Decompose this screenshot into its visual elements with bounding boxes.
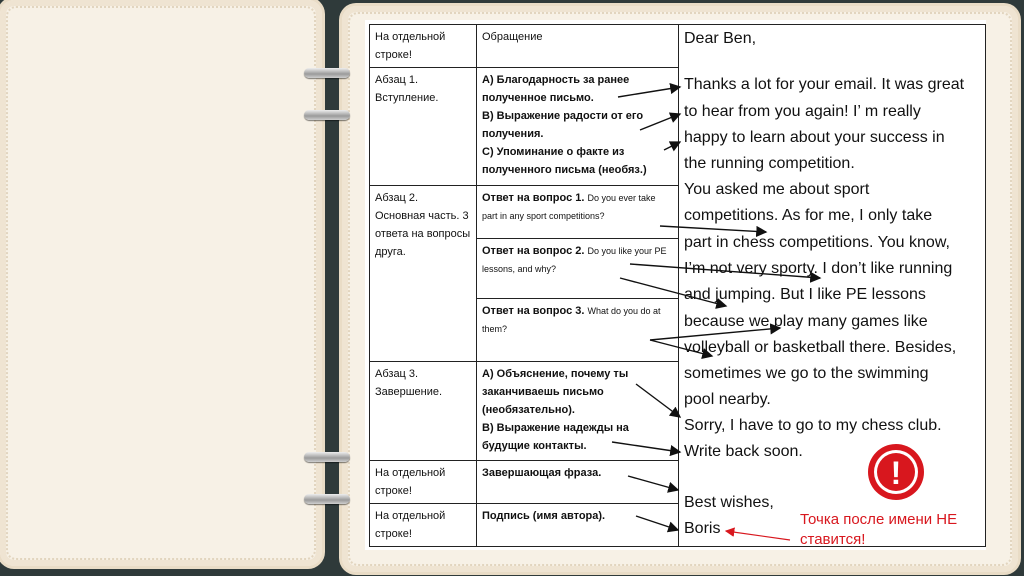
question-text: Do you like your PE lessons, and why? <box>482 246 667 274</box>
note-line: ставится! <box>800 531 866 548</box>
plan-item: В) Выражение надежды на будущие контакты. <box>482 422 629 452</box>
letter-line: Write back soon. <box>684 443 803 460</box>
paragraph-desc: Завершение. <box>375 386 443 398</box>
letter-line: Thanks a lot for your email. It was great <box>684 76 965 93</box>
plan-item: Подпись (имя автора). <box>477 504 679 547</box>
separate-line-cell: На отдельной строке! <box>370 504 477 547</box>
arrow <box>660 226 766 232</box>
letter-line: competitions. As for me, I only take <box>684 207 933 224</box>
letter-line: the running competition. <box>684 155 855 172</box>
note-line: Точка после имени НЕ <box>800 511 958 528</box>
letter-line: because we play many games like <box>684 313 928 330</box>
letter-line: volleyball or basketball there. Besides, <box>684 339 957 356</box>
arrow <box>636 384 680 417</box>
letter-line: happy to learn about your success in <box>684 129 945 146</box>
separate-line-cell: На отдельной строке! <box>370 461 477 504</box>
arrow <box>636 516 678 530</box>
arrow <box>650 328 780 340</box>
arrow <box>664 142 680 150</box>
header-cell: На отдельной строке! <box>370 25 477 68</box>
warning-icon <box>860 440 932 504</box>
arrow <box>630 264 820 278</box>
paragraph-label: Абзац 1. <box>375 74 419 86</box>
question-label: Ответ на вопрос 2. <box>482 245 585 257</box>
plan-item: С) Упоминание о факте из полученного письма (необяз.) <box>482 146 647 176</box>
plan-item: А) Благодарность за ранее полученное письмо. <box>482 74 630 104</box>
warning-glyph: ! <box>890 455 902 491</box>
letter-line: I’m not very sporty. I don’t like running <box>684 260 953 277</box>
arrow <box>628 476 678 490</box>
arrow <box>618 87 680 97</box>
letter-line: Sorry, I have to go to my chess club. <box>684 417 942 434</box>
letter-line: Best wishes, <box>684 494 774 511</box>
letter-line: Dear Ben, <box>684 30 757 47</box>
paragraph-desc: Основная часть. 3 ответа на вопросы друга. <box>375 210 471 258</box>
question-text: What do you do at them? <box>482 306 661 334</box>
letter-line: to hear from you again! I’ m really <box>684 103 921 120</box>
paragraph-desc: Вступление. <box>375 92 439 104</box>
paragraph-label: Абзац 3. <box>375 368 419 380</box>
question-text: Do you ever take part in any sport competitions? <box>482 193 656 221</box>
note-arrow <box>726 531 790 540</box>
arrow <box>650 340 712 356</box>
arrow <box>620 278 726 306</box>
letter-line: sometimes we go to the swimming <box>684 365 929 382</box>
question-label: Ответ на вопрос 3. <box>482 305 585 317</box>
plan-item: В) Выражение радости от его получения. <box>482 110 644 140</box>
letter-line: pool nearby. <box>684 391 771 408</box>
letter-line: part in chess competitions. You know, <box>684 234 950 251</box>
arrow <box>612 442 680 452</box>
header-cell: Обращение <box>477 25 679 68</box>
question-label: Ответ на вопрос 1. <box>482 192 585 204</box>
plan-item: Завершающая фраза. <box>477 461 679 504</box>
letter-line: You asked me about sport <box>684 181 870 198</box>
plan-item: А) Объяснение, почему ты заканчиваешь письмо (необязательно). <box>482 368 629 416</box>
arrow <box>640 114 680 130</box>
letter-line: and jumping. But I like PE lessons <box>684 286 926 303</box>
paragraph-label: Абзац 2. <box>375 192 419 204</box>
name-period-note <box>800 510 957 550</box>
letter-line: Boris <box>684 520 721 537</box>
